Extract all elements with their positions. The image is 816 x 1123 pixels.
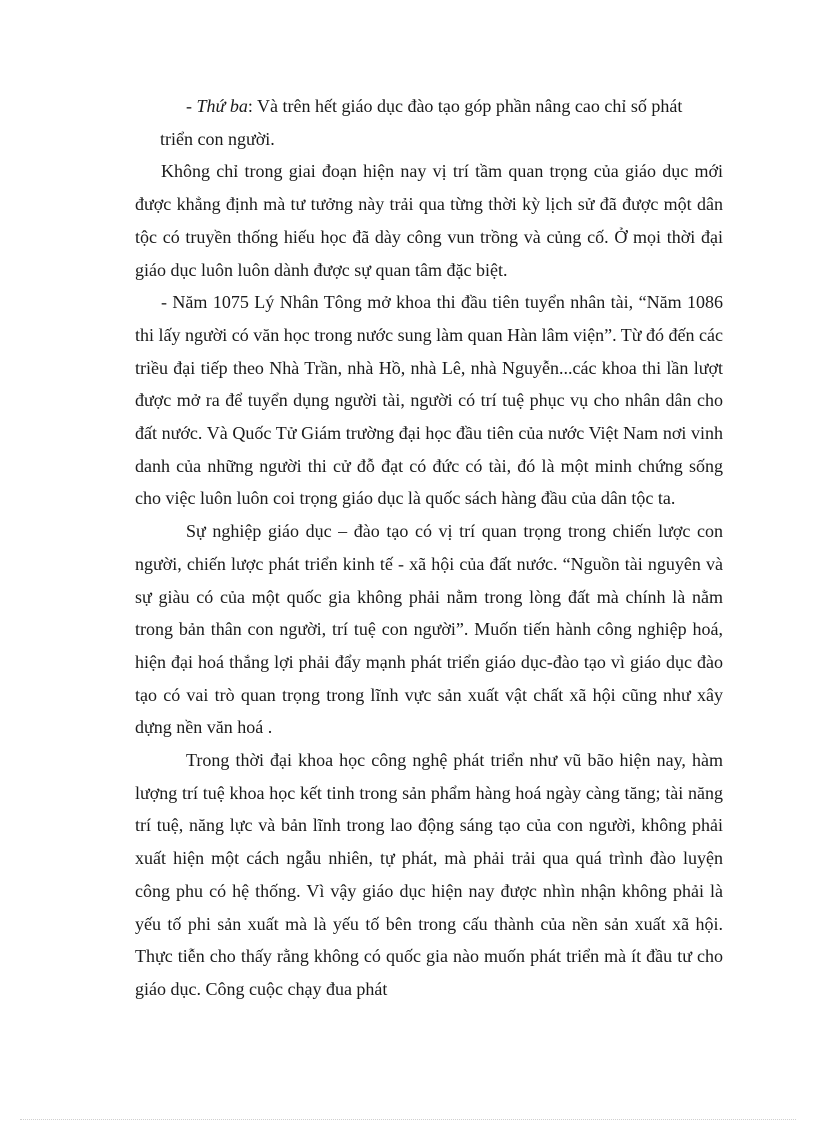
paragraph-4: Sự nghiệp giáo dục – đào tạo có vị trí quan trọng trong chiến lược con người, chiến lược phát triển kinh tế - xã hội của đất nước. “Nguồn tài nguyên và sự giàu có của một quốc gia không phải nằm trong lòng đất mà chính là nằm trong bản thân con người, trí tuệ con người”. Muốn tiến hành công nghiệp hoá, hiện đại hoá thắng lợi phải đẩy mạnh phát triển giáo dục-đào tạo vì giáo dục đào tạo có vai trò quan trọng trong lĩnh vực sản xuất vật chất xã hội cũng như xây dựng nền văn hoá . [135,521,723,738]
page-bottom-border [20,1119,796,1120]
paragraph-5: Trong thời đại khoa học công nghệ phát triển như vũ bão hiện nay, hàm lượng trí tuệ khoa học kết tinh trong sản phẩm hàng hoá ngày càng tăng; tài năng trí tuệ, năng lực và bản lĩnh trong lao động sáng tạo của con người, không phải xuất hiện một cách ngẫu nhiên, tự phát, mà phải trải qua quá trình đào luyện công phu có hệ thống. Vì vậy giáo dục hiện nay được nhìn nhận không phải là yếu tố phi sản xuất mà là yếu tố bên trong cấu thành của nền sản xuất xã hội. Thực tiễn cho thấy rằng không có quốc gia nào muốn phát triển mà ít đầu tư cho giáo dục. Công cuộc chạy đua phát [135,750,723,999]
paragraph-3: - Năm 1075 Lý Nhân Tông mở khoa thi đầu tiên tuyển nhân tài, “Năm 1086 thi lấy người có văn học trong nước sung làm quan Hàn lâm viện”. Từ đó đến các triều đại tiếp theo Nhà Trần, nhà Hồ, nhà Lê, nhà Nguyễn...các khoa thi lần lượt được mở ra để tuyển dụng người tài, người có trí tuệ phục vụ cho nhân dân cho đất nước. Và Quốc Tử Giám trường đại học đầu tiên của nước Việt Nam nơi vinh danh của những người thi cử đỗ đạt có đức có tài, đó là một minh chứng sống cho việc luôn luôn coi trọng giáo dục là quốc sách hàng đầu của dân tộc ta. [135,292,723,509]
paragraph-1-prefix: - [186,96,197,116]
paragraph-1-line1: : Và trên hết giáo dục đào tạo góp phần nâng cao chỉ số phát [247,96,683,116]
paragraph-1 [135,90,723,155]
paragraph-1-line2: triển con người. [160,128,275,149]
document-body [135,90,723,1006]
paragraph-1-italic: Thứ ba [196,96,248,116]
paragraph-2: Không chỉ trong giai đoạn hiện nay vị trí tầm quan trọng của giáo dục mới được khẳng định mà tư tưởng này trải qua từng thời kỳ lịch sử đã được một dân tộc có truyền thống hiếu học đã dày công vun trồng và củng cố. Ở mọi thời đại giáo dục luôn luôn dành được sự quan tâm đặc biệt. [135,161,723,280]
